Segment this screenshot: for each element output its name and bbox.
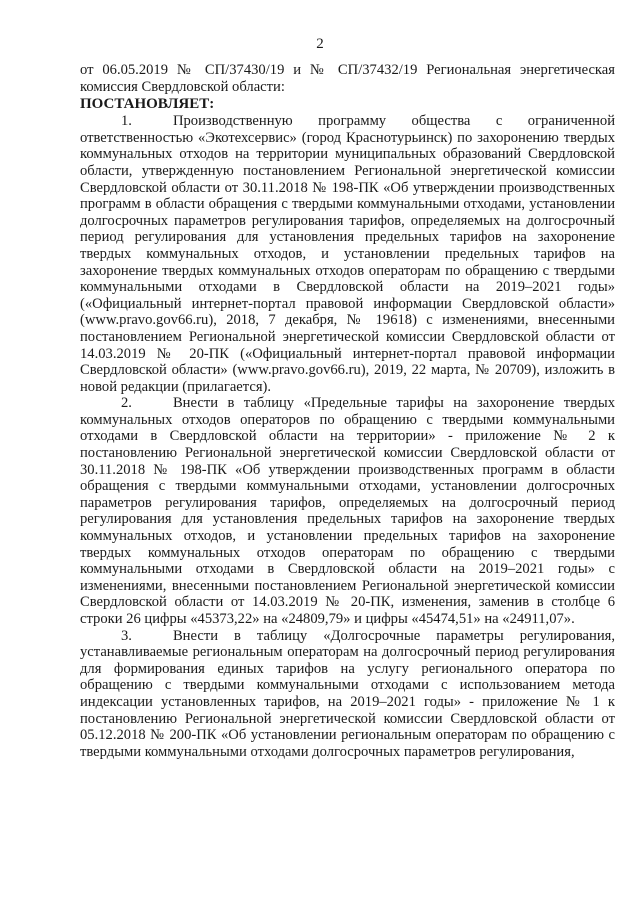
clause-text: Внести в таблицу «Долгосрочные параметры регулирования, устанавливаемые региональным операторам на долгосрочный период регулирования для формирования единых тарифов на услугу регионального оператора по обращению с твердыми коммунальными отходами с использованием метода индексации установленных тарифов, на 2019–2021 годы» - приложение № 1 к постановлению Региональной энергетической комиссии Свердловской области от 05.12.2018 № 200-ПК «Об установлении региональным операторам по обращению с твердыми коммунальными отходами долгосрочных параметров регулирования,	[80, 627, 615, 760]
clause-2	[80, 395, 615, 627]
page-number: 2	[316, 36, 324, 52]
clause-text: Производственную программу общества с ограниченной ответственностью «Экотехсервис» (город Краснотурьинск) по захоронению твердых коммунальных отходов на территории муниципальных образований Свердловской области, утвержденную постановлением Региональной энергетической комиссии Свердловской области от 30.11.2018 № 198-ПК «Об утверждении производственных программ в области обращения с твердыми коммунальными отходами, установлении долгосрочных параметров регулирования тарифов, определяемых на долгосрочный период регулирования для установления предельных тарифов на захоронение твердых коммунальных отходов, и установлении предельных тарифов на захоронение твердых коммунальных отходов операторам по обращению с твердыми коммунальными отходами в Свердловской области на 2019–2021 годы» («Официальный интернет-портал правовой информации Свердловской области» (www.pravo.gov66.ru), 2018, 7 декабря, № 19618) с изменениями, внесенными постановлением Региональной энергетической комиссии Свердловской области от 14.03.2019 № 20-ПК («Официальный интернет-портал правовой информации Свердловской области» (www.pravo.gov66.ru), 2019, 22 марта, № 20709), изложить в новой редакции (прилагается).	[80, 113, 615, 395]
intro-paragraph: от 06.05.2019 № СП/37430/19 и № СП/37432/19 Региональная энергетическая комиссия Свердловской области:	[80, 62, 615, 95]
clause-number: 3.	[121, 627, 132, 644]
clause-number: 2.	[121, 395, 132, 412]
clause-text: Внести в таблицу «Предельные тарифы на захоронение твердых коммунальных отходов операторов по обращению с твердыми коммунальными отходами в Свердловской области на территории» - приложение № 2 к постановлению Региональной энергетической комиссии Свердловской области от 30.11.2018 № 198-ПК «Об утверждении производственных программ в области обращения с твердыми коммунальными отходами, установлении долгосрочных параметров регулирования тарифов, определяемых на долгосрочный период регулирования для установления предельных тарифов на захоронение твердых коммунальных отходов, и установлении предельных тарифов на захоронение твердых коммунальных отходов операторам по обращению с твердыми коммунальными отходами в Свердловской области на 2019–2021 годы» с изменениями, внесенными постановлением Региональной энергетической комиссии Свердловской области от 14.03.2019 № 20-ПК, изменения, заменив в столбце 6 строки 26 цифры «45373,22» на «24809,79» и цифры «45474,51» на «24911,07».	[80, 395, 615, 627]
clause-number: 1.	[121, 113, 132, 130]
clause-1	[80, 113, 615, 395]
clause-3	[80, 628, 615, 761]
document-body	[80, 62, 615, 760]
resolution-heading: ПОСТАНОВЛЯЕТ:	[80, 96, 215, 113]
